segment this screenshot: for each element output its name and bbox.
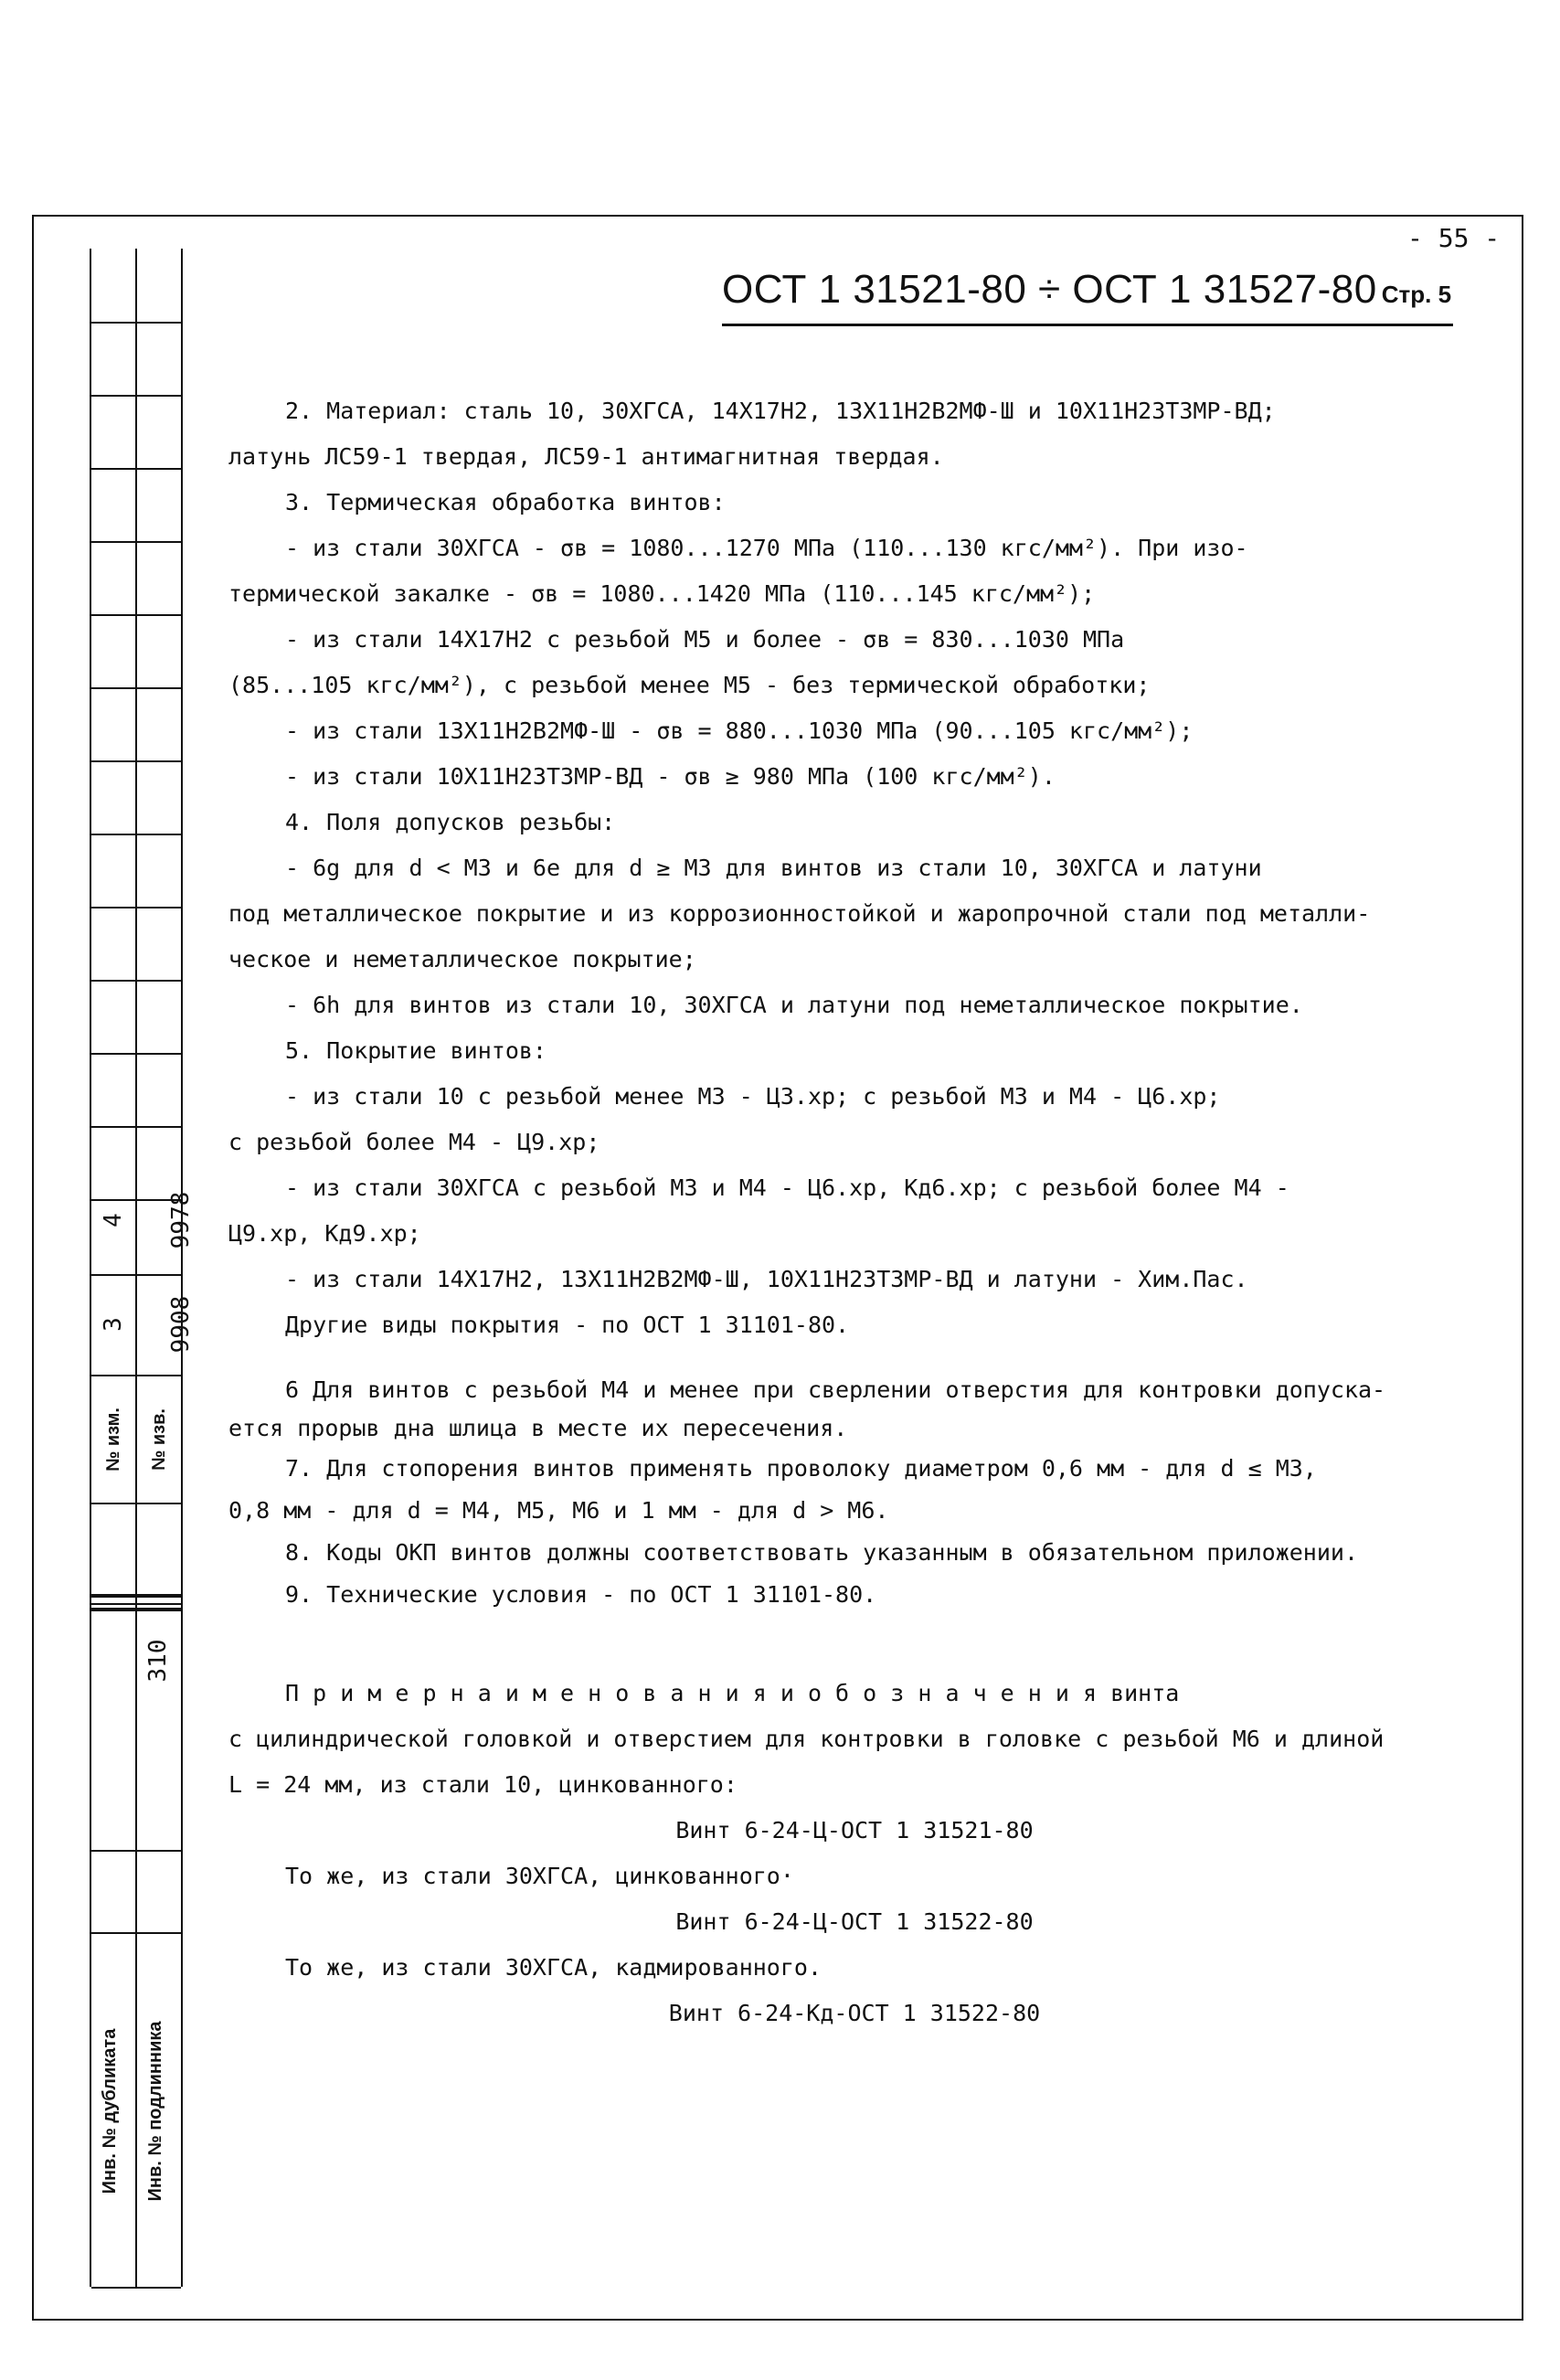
strip-rule	[91, 1053, 181, 1055]
text-line: - 6h для винтов из стали 10, 30ХГСА и латуни под неметаллическое покрытие.	[285, 992, 1303, 1018]
text-line: - из стали 14Х17Н2 с резьбой М5 и более - σв = 830...1030 МПа	[285, 626, 1125, 653]
strip-rule	[91, 980, 181, 982]
paragraph-heat-treatment: 3. Термическая обработка винтов:	[285, 489, 726, 515]
text-line: ческое и неметаллическое покрытие;	[228, 946, 696, 972]
notice-number-2: 9978	[167, 1191, 195, 1249]
text-line: с резьбой более М4 - Ц9.хр;	[228, 1129, 600, 1155]
paragraph-tolerances: 4. Поля допусков резьбы:	[285, 809, 616, 835]
duplicate-inventory-label: Инв. № дубликата	[100, 2028, 120, 2194]
example-heading: П р и м е р н а и м е н о в а н и я и о б о з н а ч е н и я винта	[285, 1680, 1180, 1706]
text-line: То же, из стали 30ХГСА, цинкованного·	[285, 1863, 794, 1889]
notice-column-label: № изв.	[149, 1408, 169, 1471]
text-line: L = 24 мм, из стали 10, цинкованного:	[228, 1771, 738, 1798]
paragraph-okp: 8. Коды ОКП винтов должны соответствовать указанным в обязательном приложении.	[285, 1539, 1358, 1566]
strip-rule	[91, 1594, 181, 1598]
strip-rule	[91, 687, 181, 689]
strip-rule	[91, 541, 181, 543]
revision-strip	[90, 249, 195, 2287]
designation-3: Винт 6-24-Кд-ОСТ 1 31522-80	[668, 2000, 1041, 2026]
change-number-1: 3	[100, 1317, 127, 1332]
designation-1: Винт 6-24-Ц-ОСТ 1 31521-80	[675, 1817, 1034, 1843]
change-number-2: 4	[100, 1213, 127, 1227]
change-column-label: № изм.	[103, 1408, 123, 1472]
strip-rule	[91, 1850, 181, 1852]
text-line: 0,8 мм - для d = М4, М5, М6 и 1 мм - для d > М6.	[228, 1497, 889, 1524]
notice-number-1: 9908	[167, 1295, 195, 1354]
strip-rule	[91, 468, 181, 470]
text-line: с цилиндрической головкой и отверстием для контровки в головке с резьбой М6 и длиной	[228, 1726, 1385, 1752]
strip-divider	[135, 249, 137, 2287]
page-number: - 55 -	[1407, 223, 1501, 253]
text-line: То же, из стали 30ХГСА, кадмированного.	[285, 1954, 822, 1981]
strip-rule	[91, 1126, 181, 1128]
text-line: под металлическое покрытие и из коррозионностойкой и жаропрочной стали под металли-	[228, 900, 1371, 927]
text-line: - из стали 30ХГСА с резьбой М3 и М4 - Ц6.хр, Кд6.хр; с резьбой более М4 -	[285, 1174, 1289, 1201]
paragraph-locking: 7. Для стопорения винтов применять проволоку диаметром 0,6 мм - для d ≤ М3,	[285, 1455, 1317, 1482]
strip-rule	[91, 322, 181, 324]
strip-rule	[91, 2287, 181, 2289]
paragraph-material: 2. Материал: сталь 10, 30ХГСА, 14Х17Н2, 13Х11Н2В2МФ-Ш и 10Х11Н23Т3МР-ВД;	[285, 398, 1276, 424]
text-line: термической закалке - σв = 1080...1420 МПа (110...145 кгс/мм²);	[228, 580, 1096, 607]
text-line: (85...105 кгс/мм²), с резьбой менее М5 - без термической обработки;	[228, 672, 1151, 698]
strip-rule	[91, 834, 181, 835]
strip-rule	[91, 1503, 181, 1504]
text-line: - из стали 14Х17Н2, 13Х11Н2В2МФ-Ш, 10Х11Н23Т3МР-ВД и латуни - Хим.Пас.	[285, 1266, 1248, 1292]
original-inventory-label: Инв. № подлинника	[145, 2021, 165, 2202]
text-line: Ц9.хр, Кд9.хр;	[228, 1220, 421, 1247]
text-line: - из стали 13Х11Н2В2МФ-Ш - σв = 880...1030 МПа (90...105 кгс/мм²);	[285, 717, 1194, 744]
strip-rule	[91, 395, 181, 397]
strip-rule	[91, 614, 181, 616]
standard-title	[722, 267, 1453, 326]
designation-2: Винт 6-24-Ц-ОСТ 1 31522-80	[675, 1908, 1034, 1935]
inventory-number: 310	[144, 1639, 172, 1683]
strip-rule	[91, 907, 181, 908]
text-line: ется прорыв дна шлица в месте их пересечения.	[228, 1415, 848, 1441]
standard-designation: ОСТ 1 31521-80 ÷ ОСТ 1 31527-80	[722, 267, 1377, 312]
strip-rule	[91, 1932, 181, 1934]
sheet-label: Стр. 5	[1381, 281, 1452, 308]
text-line: - из стали 10 с резьбой менее М3 - Ц3.хр; с резьбой М3 и М4 - Ц6.хр;	[285, 1083, 1221, 1110]
text-line: Другие виды покрытия - по ОСТ 1 31101-80.	[285, 1312, 850, 1338]
text-line: - из стали 30ХГСА - σв = 1080...1270 МПа (110...130 кгс/мм²). При изо-	[285, 535, 1248, 561]
text-line: - 6g для d < М3 и 6е для d ≥ М3 для винтов из стали 10, 30ХГСА и латуни	[285, 855, 1262, 881]
paragraph-coating: 5. Покрытие винтов:	[285, 1037, 547, 1064]
strip-rule	[91, 760, 181, 762]
paragraph-specs: 9. Технические условия - по ОСТ 1 31101-80.	[285, 1581, 877, 1608]
paragraph-material-cont: латунь ЛС59-1 твердая, ЛС59-1 антимагнитная твердая.	[228, 443, 944, 470]
paragraph-drilling: 6 Для винтов с резьбой М4 и менее при сверлении отверстия для контровки допуска-	[285, 1376, 1386, 1403]
document-body	[228, 388, 1444, 2036]
text-line: - из стали 10Х11Н23Т3МР-ВД - σв ≥ 980 МПа (100 кгс/мм²).	[285, 763, 1056, 790]
